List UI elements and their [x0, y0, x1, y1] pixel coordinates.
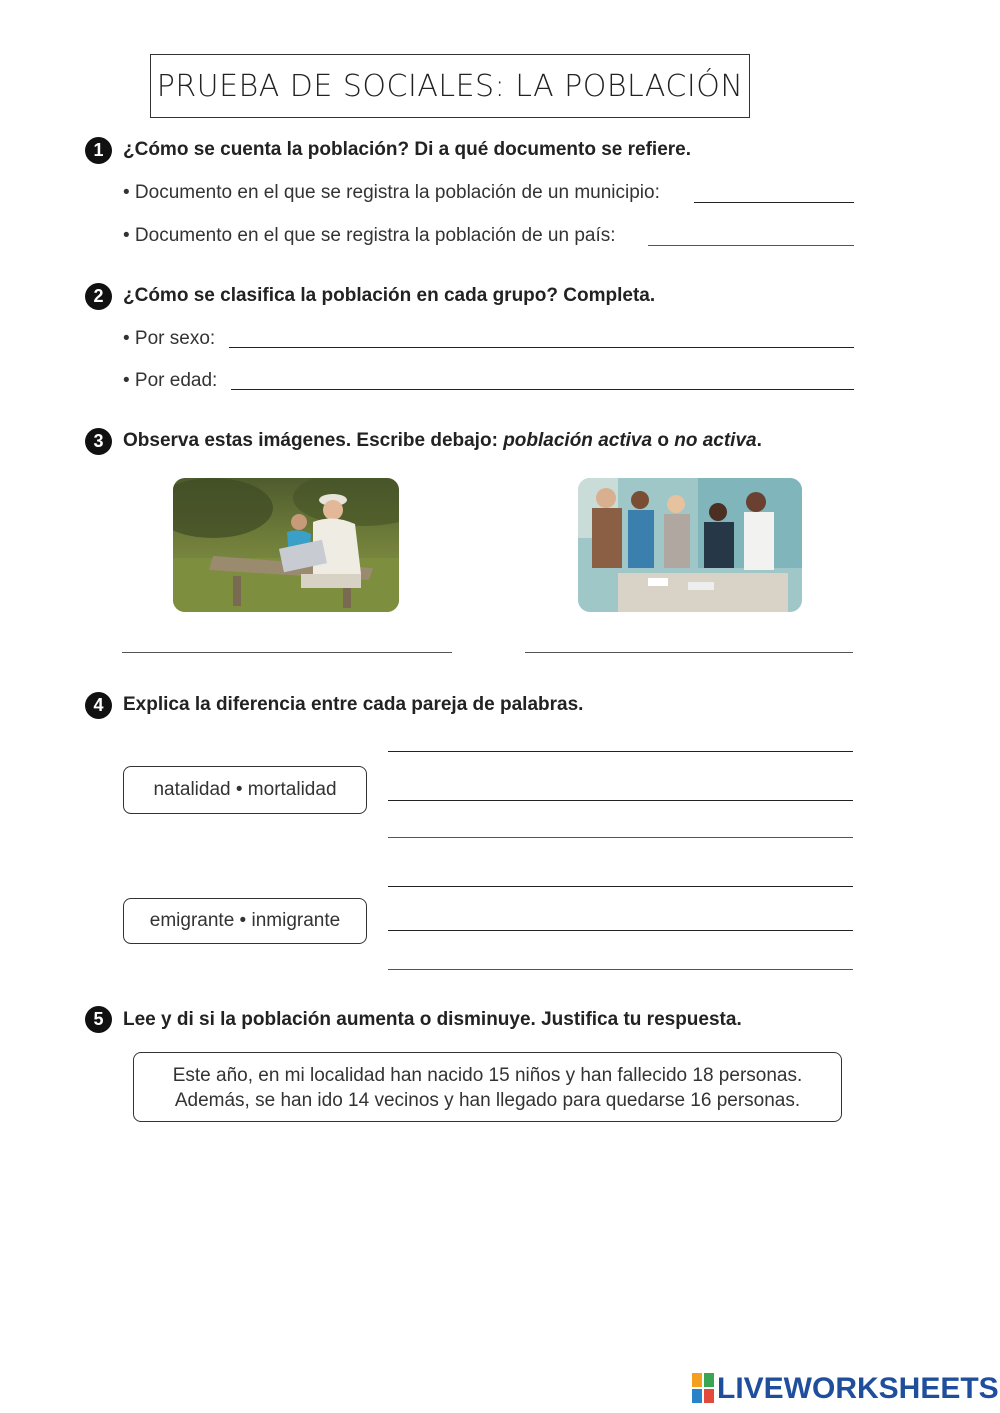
q2-item-sexo: • Por sexo:	[123, 328, 216, 349]
answer-line-pair2-1[interactable]	[388, 886, 853, 887]
answer-line-pais[interactable]	[648, 245, 854, 246]
q1-item-pais: • Documento en el que se registra la población de un país:	[123, 225, 616, 246]
photo-team-working	[578, 478, 802, 612]
question-3-text	[123, 430, 762, 452]
q2-item-edad: • Por edad:	[123, 370, 218, 391]
answer-line-pair1-3[interactable]	[388, 837, 853, 838]
question-1-text: ¿Cómo se cuenta la población? Di a qué documento se refiere.	[123, 139, 692, 160]
liveworksheets-brand[interactable]: LIVEWORKSHEETS	[717, 1372, 999, 1405]
q5-reading-box	[133, 1052, 842, 1122]
worksheet-title: PRUEBA DE SOCIALES: LA POBLACIÓN	[150, 54, 750, 118]
q3-part-e: .	[756, 430, 762, 451]
question-number-1: 1	[85, 137, 112, 164]
q5-text-line-2: Además, se han ido 14 vecinos y han llegado para quedarse 16 personas.	[174, 1090, 801, 1111]
answer-line-photo-1[interactable]	[122, 652, 452, 653]
question-number-3: 3	[85, 428, 112, 455]
q1-item-municipio: • Documento en el que se registra la población de un municipio:	[123, 182, 660, 203]
answer-line-pair2-2[interactable]	[388, 930, 853, 931]
answer-line-edad[interactable]	[231, 389, 854, 390]
question-number-4: 4	[85, 692, 112, 719]
answer-line-pair2-3[interactable]	[388, 969, 853, 970]
question-2-text: ¿Cómo se clasifica la población en cada grupo? Completa.	[123, 285, 656, 306]
liveworksheets-logo-icon	[692, 1373, 714, 1403]
word-pair-natalidad-mortalidad: natalidad • mortalidad	[123, 766, 367, 814]
question-4-text: Explica la diferencia entre cada pareja de palabras.	[123, 694, 584, 715]
word-pair-emigrante-inmigrante: emigrante • inmigrante	[123, 898, 367, 944]
q3-part-a: Observa estas imágenes. Escribe debajo:	[123, 430, 504, 451]
q5-text-line-1: Este año, en mi localidad han nacido 15 niños y han fallecido 18 personas.	[172, 1065, 803, 1086]
photo-grandfather-child-bench	[173, 478, 399, 612]
answer-line-pair1-1[interactable]	[388, 751, 853, 752]
q3-part-c: o	[652, 430, 675, 451]
answer-line-photo-2[interactable]	[525, 652, 853, 653]
q3-term-no-activa: no activa	[674, 430, 757, 451]
photo-team-working-image	[578, 478, 802, 612]
photo-grandfather-child-bench-image	[173, 478, 399, 612]
question-number-2: 2	[85, 283, 112, 310]
q3-term-activa: población activa	[503, 430, 653, 451]
answer-line-municipio[interactable]	[694, 202, 854, 203]
question-5-text: Lee y di si la población aumenta o disminuye. Justifica tu respuesta.	[123, 1009, 742, 1030]
question-number-5: 5	[85, 1006, 112, 1033]
answer-line-pair1-2[interactable]	[388, 800, 853, 801]
answer-line-sexo[interactable]	[229, 347, 854, 348]
